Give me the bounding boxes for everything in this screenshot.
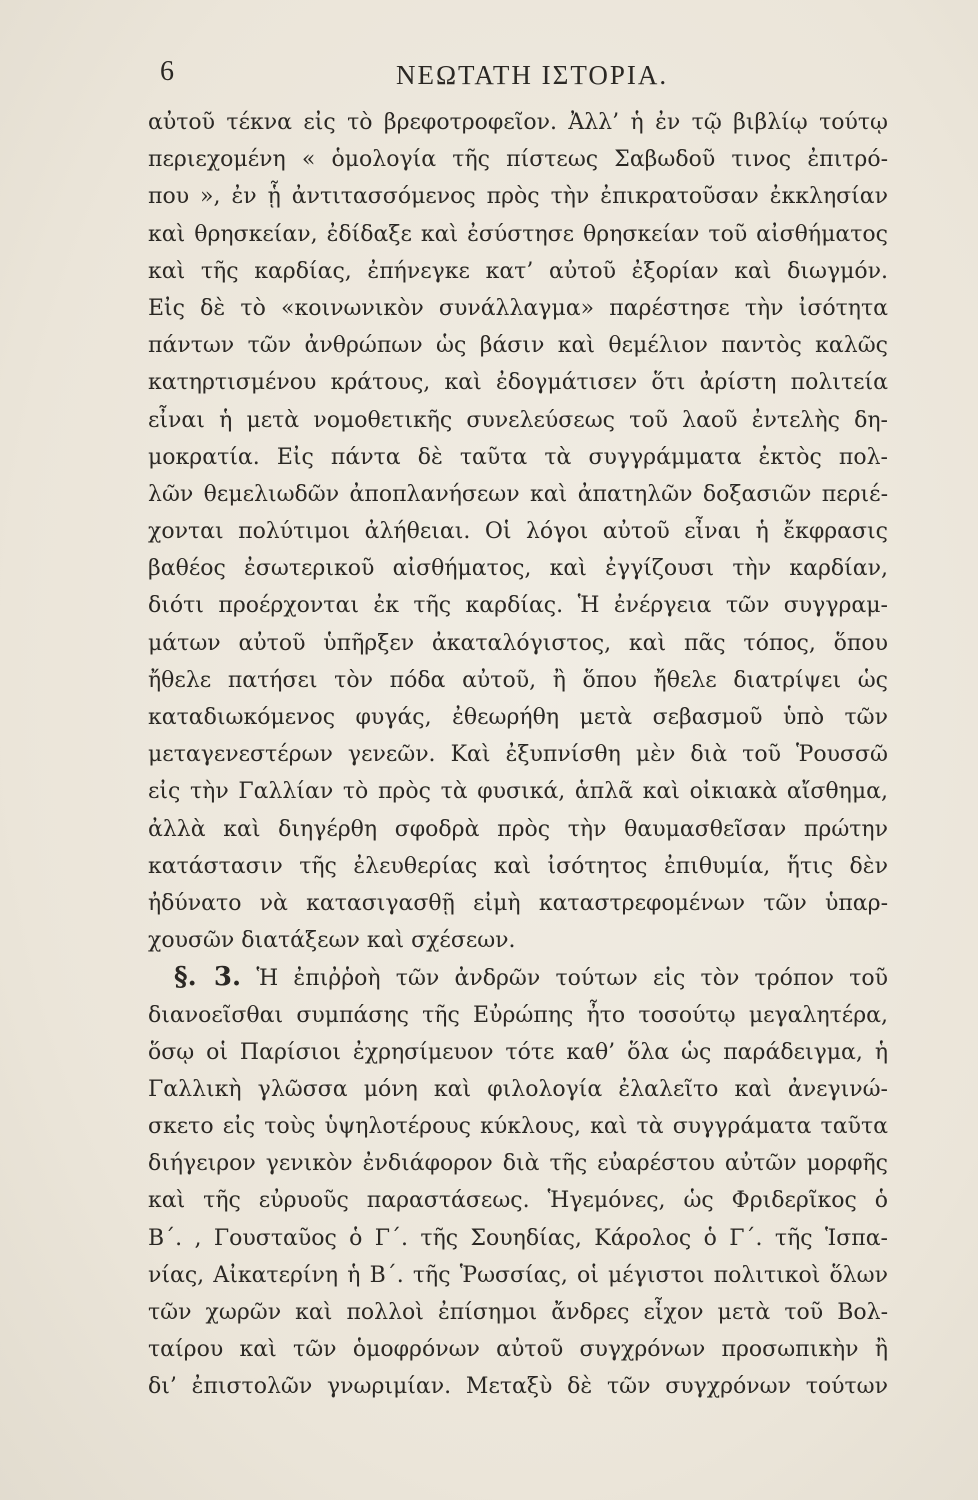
text-line: χονται πολύτιμοι ἀλήθειαι. Οἱ λόγοι αὐτοῦ εἶναι ἡ ἔκφρασις [148, 519, 888, 545]
text-line: ἠδύνατο νὰ κατασιγασθῇ εἰμὴ καταστρεφομένων τῶν ὑπαρ- [148, 890, 888, 916]
paragraph-last-line: χουσῶν διατάξεων καὶ σχέσεων. [148, 928, 516, 954]
page-header [0, 52, 978, 92]
text-line: αὐτοῦ τέκνα εἰς τὸ βρεφοτροφεῖον. Ἀλλ’ ἡ ἐν τῷ βιβλίῳ τούτῳ [148, 110, 888, 135]
text-line: λῶν θεμελιωδῶν ἀποπλανήσεων καὶ ἀπατηλῶν δοξασιῶν περιέ- [148, 481, 888, 507]
text-line: περιεχομένη « ὁμολογία τῆς πίστεως Σαβωδοῦ τινος ἐπιτρό- [148, 147, 888, 173]
text-line: Γαλλικὴ γλῶσσα μόνη καὶ φιλολογία ἐλαλεῖτο καὶ ἀνεγινώ- [148, 1076, 888, 1102]
running-head: ΝΕΩΤΑΤΗ ΙΣΤΟΡΙΑ. [396, 60, 669, 90]
text-line: τῶν χωρῶν καὶ πολλοὶ ἐπίσημοι ἄνδρες εἶχον μετὰ τοῦ Βολ- [148, 1300, 888, 1325]
text-line: πάντων τῶν ἀνθρώπων ὡς βάσιν καὶ θεμέλιον παντὸς καλῶς [148, 333, 888, 359]
text-line: καὶ θρησκείαν, ἐδίδαξε καὶ ἐσύστησε θρησκείαν τοῦ αἰσθήματος [148, 221, 888, 247]
text-line: Β΄. , Γουσταῦος ὁ Γ΄. τῆς Σουηδίας, Κάρολος ὁ Γ΄. τῆς Ἱσπα- [148, 1225, 888, 1251]
text-line: κατάστασιν τῆς ἐλευθερίας καὶ ἰσότητος ἐπιθυμία, ἥτις δὲν [148, 853, 888, 879]
text-line: νίας, Αἰκατερίνη ἡ Β΄. τῆς Ῥωσσίας, οἱ μέγιστοι πολιτικοὶ ὅλων [148, 1262, 888, 1288]
text-line: ἤθελε πατήσει τὸν πόδα αὐτοῦ, ἢ ὅπου ἤθελε διατρίψει ὡς [148, 667, 888, 693]
text-line: μοκρατία. Εἰς πάντα δὲ ταῦτα τὰ συγγράμματα ἐκτὸς πολ- [148, 444, 888, 470]
text-line: καὶ τῆς καρδίας, ἐπήνεγκε κατ’ αὐτοῦ ἐξορίαν καὶ διωγμόν. [148, 258, 888, 284]
text-line: μάτων αὐτοῦ ὑπῆρξεν ἀκαταλόγιστος, καὶ πᾶς τόπος, ὅπου [148, 630, 888, 656]
text-line: καὶ τῆς εὐρυοῦς παραστάσεως. Ἡγεμόνες, ὡς Φριδερῖκος ὁ [148, 1188, 888, 1214]
section-first-line: Ἡ ἐπιῤῥοὴ τῶν ἀνδρῶν τούτων εἰς τὸν τρόπον τοῦ [256, 966, 888, 992]
text-line: διήγειρον γενικὸν ἐνδιάφορον διὰ τῆς εὐαρέστου αὐτῶν μορφῆς [148, 1151, 888, 1177]
page-number: 6 [160, 56, 174, 87]
text-line: ὅσῳ οἱ Παρίσιοι ἐχρησίμευον τότε καθ’ ὅλα ὡς παράδειγμα, ἡ [148, 1039, 888, 1065]
text-line: σκετο εἰς τοὺς ὑψηλοτέρους κύκλους, καὶ τὰ συγγράματα ταῦτα [148, 1114, 888, 1140]
text-line: καταδιωκόμενος φυγάς, ἐθεωρήθη μετὰ σεβασμοῦ ὑπὸ τῶν [148, 705, 888, 730]
section-mark: §. 3. [174, 962, 242, 993]
text-line: Εἰς δὲ τὸ «κοινωνικὸν συνάλλαγμα» παρέστησε τὴν ἰσότητα [148, 295, 888, 321]
section-heading-line [148, 959, 888, 996]
body-text [148, 104, 888, 1406]
text-line: εἶναι ἡ μετὰ νομοθετικῆς συνελεύσεως τοῦ λαοῦ ἐντελὴς δη- [148, 407, 888, 433]
text-line: ταίρου καὶ τῶν ὁμοφρόνων αὐτοῦ συγχρόνων προσωπικὴν ἢ [148, 1337, 888, 1363]
text-line: εἰς τὴν Γαλλίαν τὸ πρὸς τὰ φυσικά, ἁπλᾶ καὶ οἰκιακὰ αἴσθημα, [148, 779, 888, 805]
text-line: κατηρτισμένου κράτους, καὶ ἐδογμάτισεν ὅτι ἀρίστη πολιτεία [148, 370, 888, 396]
text-line: βαθέος ἐσωτερικοῦ αἰσθήματος, καὶ ἐγγίζουσι τὴν καρδίαν, [148, 556, 888, 582]
text-line: μεταγενεστέρων γενεῶν. Καὶ ἐξυπνίσθη μὲν διὰ τοῦ Ῥουσσῶ [148, 742, 888, 768]
text-line: διανοεῖσθαι συμπάσης τῆς Εὐρώπης ἦτο τοσούτῳ μεγαλητέρα, [148, 1002, 888, 1028]
text-line: που », ἐν ᾗ ἀντιτασσόμενος πρὸς τὴν ἐπικρατοῦσαν ἐκκλησίαν [148, 184, 888, 210]
text-line: ἀλλὰ καὶ διηγέρθη σφοδρὰ πρὸς τὴν θαυμασθεῖσαν πρώτην [148, 816, 888, 842]
text-line: δι’ ἐπιστολῶν γνωριμίαν. Μεταξὺ δὲ τῶν συγχρόνων τούτων [148, 1374, 888, 1400]
text-line: διότι προέρχονται ἐκ τῆς καρδίας. Ἡ ἐνέργεια τῶν συγγραμ- [148, 593, 888, 619]
